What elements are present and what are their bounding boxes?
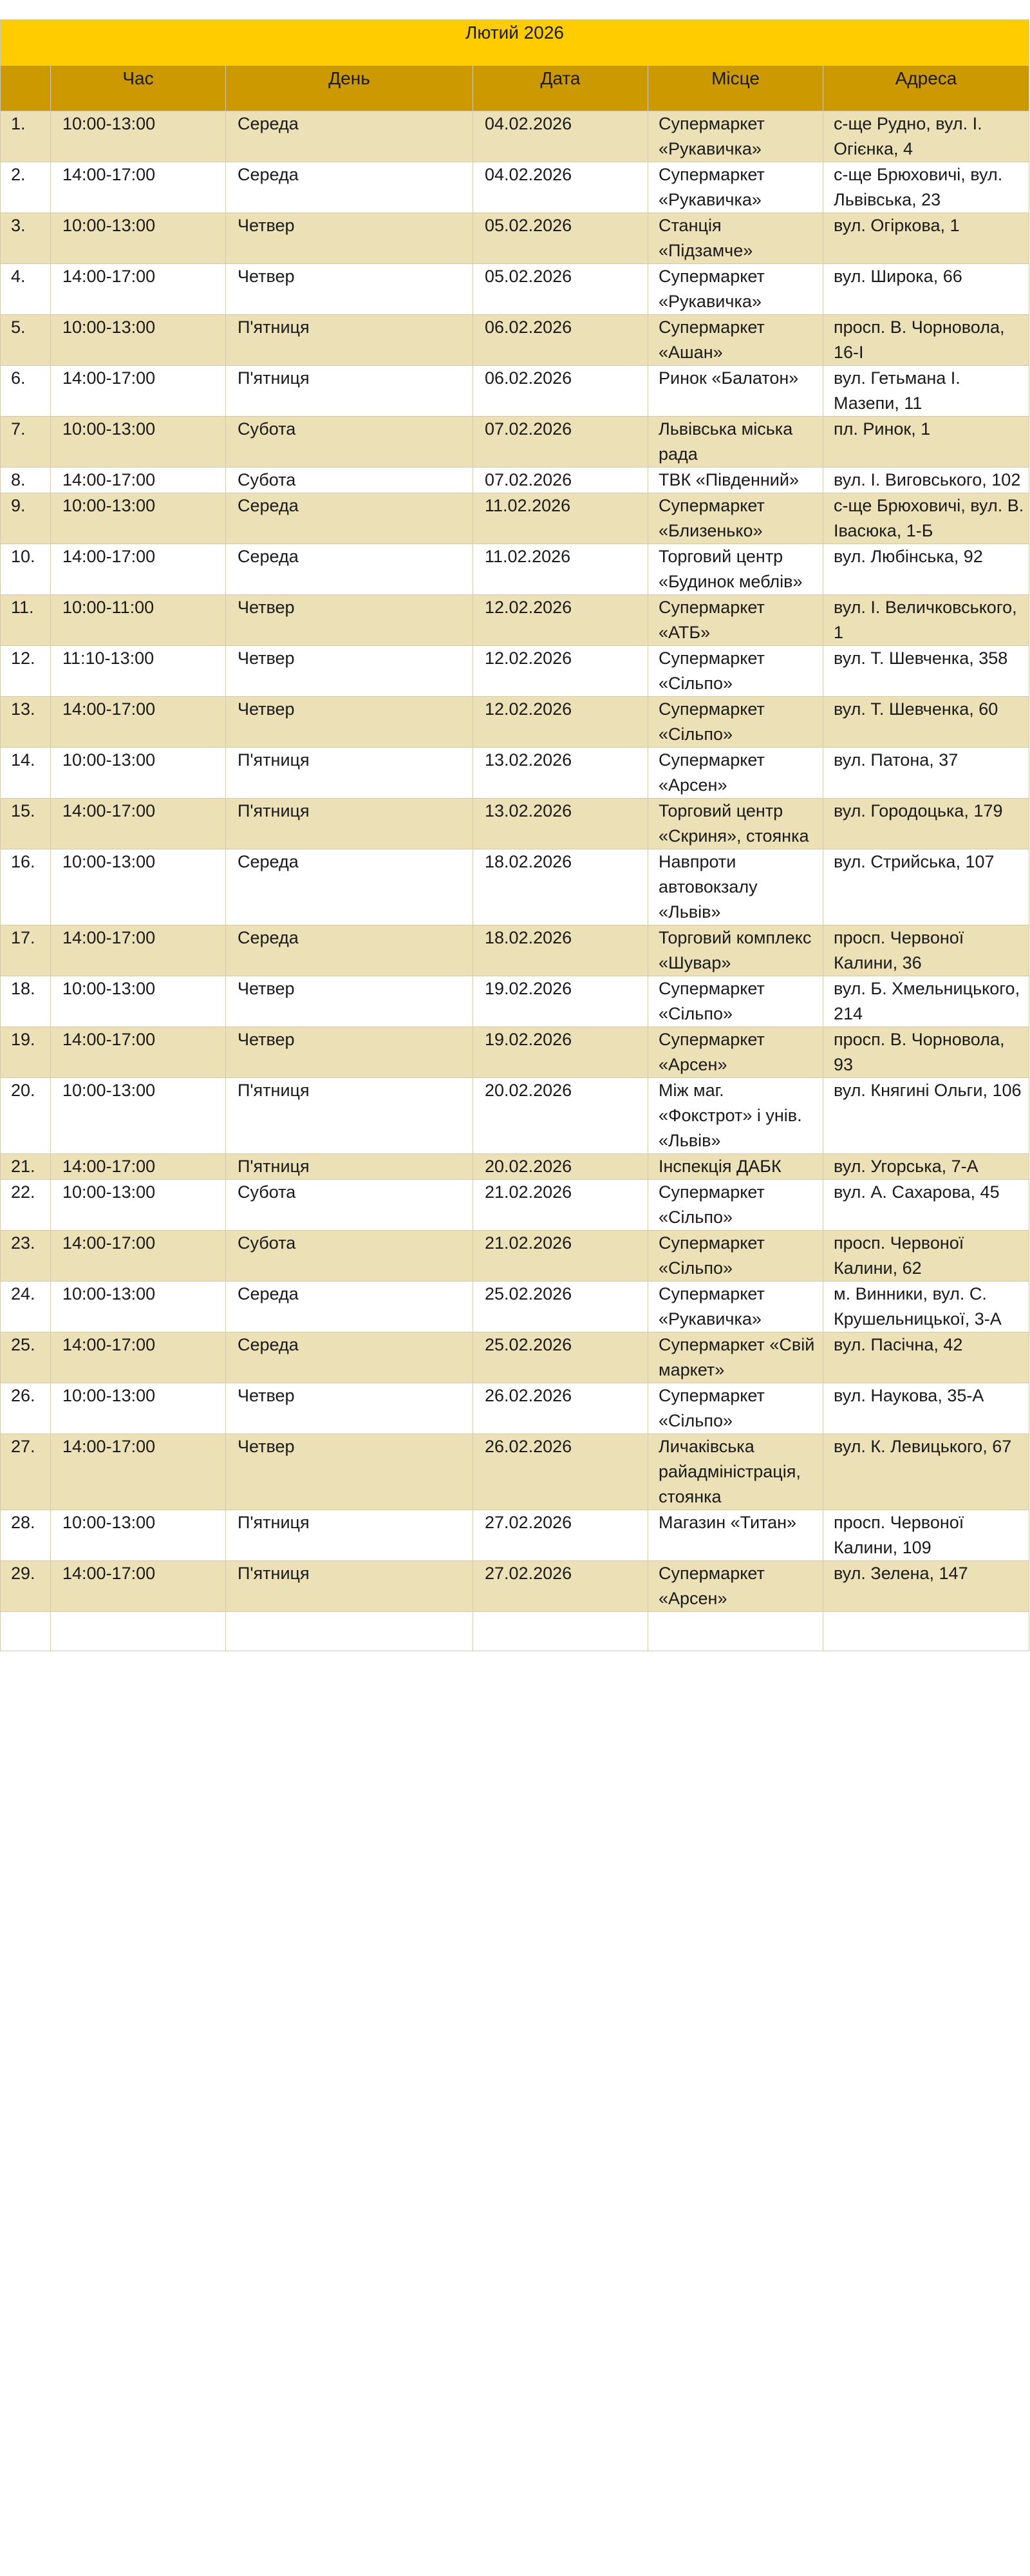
row-day: П'ятниця (226, 1078, 473, 1154)
row-day: Четвер (226, 1383, 473, 1434)
row-day: Четвер (226, 264, 473, 315)
row-day: Середа (226, 1332, 473, 1383)
empty-cell (51, 1612, 226, 1651)
row-number: 28. (1, 1510, 51, 1561)
row-address: вул. К. Левицького, 67 (823, 1434, 1029, 1510)
row-day: Четвер (226, 697, 473, 748)
header-day: День (226, 66, 473, 111)
row-date: 13.02.2026 (473, 748, 648, 799)
table-body (1, 111, 1029, 1651)
row-day: П'ятниця (226, 1510, 473, 1561)
row-day: Середа (226, 111, 473, 162)
row-address: вул. А. Сахарова, 45 (823, 1180, 1029, 1231)
row-address: вул. Пасічна, 42 (823, 1332, 1029, 1383)
row-place: Супермаркет «Ашан» (648, 315, 823, 366)
row-time: 14:00-17:00 (51, 162, 226, 213)
row-address: с-ще Брюховичі, вул. В. Івасюка, 1-Б (823, 493, 1029, 544)
row-number: 22. (1, 1180, 51, 1231)
empty-row (1, 1612, 1029, 1651)
table-row (1, 925, 1029, 976)
row-number: 21. (1, 1154, 51, 1180)
row-number: 18. (1, 976, 51, 1027)
row-time: 14:00-17:00 (51, 468, 226, 493)
row-date: 26.02.2026 (473, 1434, 648, 1510)
table-row (1, 646, 1029, 697)
row-place: Магазин «Титан» (648, 1510, 823, 1561)
row-time: 14:00-17:00 (51, 1434, 226, 1510)
row-date: 18.02.2026 (473, 849, 648, 925)
row-time: 14:00-17:00 (51, 925, 226, 976)
month-title: Лютий 2026 (1, 20, 1029, 66)
table-row (1, 1027, 1029, 1078)
row-day: Четвер (226, 1027, 473, 1078)
row-place: Торговий комплекс «Шувар» (648, 925, 823, 976)
row-time: 14:00-17:00 (51, 1332, 226, 1383)
row-date: 19.02.2026 (473, 976, 648, 1027)
row-address: просп. Червоної Калини, 36 (823, 925, 1029, 976)
row-place: Супермаркет «Свій маркет» (648, 1332, 823, 1383)
row-date: 19.02.2026 (473, 1027, 648, 1078)
row-date: 04.02.2026 (473, 162, 648, 213)
row-day: П'ятниця (226, 1561, 473, 1612)
table-row (1, 1332, 1029, 1383)
row-date: 20.02.2026 (473, 1154, 648, 1180)
row-number: 23. (1, 1231, 51, 1282)
row-time: 10:00-13:00 (51, 417, 226, 468)
row-number: 20. (1, 1078, 51, 1154)
table-row (1, 264, 1029, 315)
row-place: Торговий центр «Будинок меблів» (648, 544, 823, 595)
row-day: Середа (226, 925, 473, 976)
row-number: 24. (1, 1282, 51, 1332)
empty-cell (1, 1612, 51, 1651)
row-day: Четвер (226, 1434, 473, 1510)
row-address: вул. Б. Хмельницького, 214 (823, 976, 1029, 1027)
row-address: с-ще Брюховичі, вул. Львівська, 23 (823, 162, 1029, 213)
row-number: 4. (1, 264, 51, 315)
row-number: 7. (1, 417, 51, 468)
row-number: 5. (1, 315, 51, 366)
row-time: 14:00-17:00 (51, 544, 226, 595)
row-address: вул. Любінська, 92 (823, 544, 1029, 595)
empty-cell (823, 1612, 1029, 1651)
row-place: Супермаркет «Сільпо» (648, 1180, 823, 1231)
row-address: м. Винники, вул. С. Крушельницької, 3-А (823, 1282, 1029, 1332)
row-number: 10. (1, 544, 51, 595)
row-date: 06.02.2026 (473, 366, 648, 417)
row-time: 10:00-13:00 (51, 976, 226, 1027)
row-number: 6. (1, 366, 51, 417)
header-place: Місце (648, 66, 823, 111)
row-number: 13. (1, 697, 51, 748)
row-place: Супермаркет «Сільпо» (648, 1383, 823, 1434)
row-date: 07.02.2026 (473, 417, 648, 468)
row-number: 9. (1, 493, 51, 544)
row-time: 14:00-17:00 (51, 264, 226, 315)
row-day: П'ятниця (226, 366, 473, 417)
table-row (1, 1282, 1029, 1332)
row-date: 20.02.2026 (473, 1078, 648, 1154)
row-time: 10:00-13:00 (51, 213, 226, 264)
row-place: Супермаркет «Сільпо» (648, 646, 823, 697)
table-row (1, 1510, 1029, 1561)
row-time: 14:00-17:00 (51, 1027, 226, 1078)
table-row (1, 468, 1029, 493)
row-place: Супермаркет «Арсен» (648, 748, 823, 799)
row-address: вул. І. Виговського, 102 (823, 468, 1029, 493)
row-place: Торговий центр «Скриня», стоянка (648, 799, 823, 849)
title-row (1, 20, 1029, 66)
row-time: 14:00-17:00 (51, 366, 226, 417)
row-address: вул. Т. Шевченка, 60 (823, 697, 1029, 748)
row-time: 14:00-17:00 (51, 799, 226, 849)
row-time: 10:00-13:00 (51, 1078, 226, 1154)
table-row (1, 544, 1029, 595)
row-number: 19. (1, 1027, 51, 1078)
row-address: вул. Патона, 37 (823, 748, 1029, 799)
table-row (1, 315, 1029, 366)
table-row (1, 1180, 1029, 1231)
row-number: 29. (1, 1561, 51, 1612)
empty-cell (648, 1612, 823, 1651)
row-address: вул. Городоцька, 179 (823, 799, 1029, 849)
table-row (1, 1154, 1029, 1180)
table-row (1, 1383, 1029, 1434)
row-place: Ринок «Балатон» (648, 366, 823, 417)
row-time: 10:00-13:00 (51, 748, 226, 799)
row-place: Супермаркет «Рукавичка» (648, 111, 823, 162)
row-address: вул. Огіркова, 1 (823, 213, 1029, 264)
row-date: 27.02.2026 (473, 1561, 648, 1612)
row-place: Супермаркет «Арсен» (648, 1027, 823, 1078)
row-address: вул. Широка, 66 (823, 264, 1029, 315)
row-day: Субота (226, 468, 473, 493)
row-number: 11. (1, 595, 51, 646)
row-date: 11.02.2026 (473, 493, 648, 544)
row-date: 06.02.2026 (473, 315, 648, 366)
row-number: 26. (1, 1383, 51, 1434)
table-row (1, 799, 1029, 849)
row-time: 11:10-13:00 (51, 646, 226, 697)
row-address: просп. В. Чорновола, 93 (823, 1027, 1029, 1078)
row-day: Середа (226, 544, 473, 595)
row-time: 10:00-13:00 (51, 849, 226, 925)
header-time: Час (51, 66, 226, 111)
row-address: вул. Гетьмана І. Мазепи, 11 (823, 366, 1029, 417)
row-number: 14. (1, 748, 51, 799)
row-address: вул. Зелена, 147 (823, 1561, 1029, 1612)
row-time: 10:00-13:00 (51, 315, 226, 366)
row-time: 10:00-13:00 (51, 1180, 226, 1231)
table-row (1, 849, 1029, 925)
header-number (1, 66, 51, 111)
row-place: Супермаркет «Арсен» (648, 1561, 823, 1612)
row-address: вул. Угорська, 7-А (823, 1154, 1029, 1180)
row-place: Личаківська райадміністрація, стоянка (648, 1434, 823, 1510)
row-day: П'ятниця (226, 315, 473, 366)
header-address: Адреса (823, 66, 1029, 111)
row-day: Середа (226, 493, 473, 544)
row-number: 27. (1, 1434, 51, 1510)
table-row (1, 493, 1029, 544)
row-place: Між маг. «Фокстрот» і унів. «Львів» (648, 1078, 823, 1154)
table-row (1, 748, 1029, 799)
row-date: 21.02.2026 (473, 1231, 648, 1282)
row-number: 16. (1, 849, 51, 925)
row-address: вул. Стрийська, 107 (823, 849, 1029, 925)
row-place: Супермаркет «Сільпо» (648, 976, 823, 1027)
row-time: 10:00-13:00 (51, 1383, 226, 1434)
table-row (1, 1231, 1029, 1282)
row-day: Четвер (226, 976, 473, 1027)
row-address: пл. Ринок, 1 (823, 417, 1029, 468)
row-date: 05.02.2026 (473, 264, 648, 315)
row-day: Середа (226, 162, 473, 213)
row-time: 14:00-17:00 (51, 1561, 226, 1612)
row-number: 2. (1, 162, 51, 213)
table-row (1, 417, 1029, 468)
row-day: Четвер (226, 595, 473, 646)
row-date: 07.02.2026 (473, 468, 648, 493)
row-time: 10:00-13:00 (51, 493, 226, 544)
row-day: Субота (226, 1180, 473, 1231)
row-number: 17. (1, 925, 51, 976)
row-day: П'ятниця (226, 799, 473, 849)
row-date: 12.02.2026 (473, 646, 648, 697)
row-address: вул. Наукова, 35-А (823, 1383, 1029, 1434)
row-day: П'ятниця (226, 748, 473, 799)
row-time: 14:00-17:00 (51, 1231, 226, 1282)
row-time: 10:00-13:00 (51, 111, 226, 162)
row-number: 25. (1, 1332, 51, 1383)
row-number: 12. (1, 646, 51, 697)
row-place: Супермаркет «Сільпо» (648, 697, 823, 748)
row-place: ТВК «Південний» (648, 468, 823, 493)
row-date: 13.02.2026 (473, 799, 648, 849)
row-day: Субота (226, 417, 473, 468)
row-date: 12.02.2026 (473, 595, 648, 646)
row-number: 1. (1, 111, 51, 162)
header-row (1, 66, 1029, 111)
row-date: 26.02.2026 (473, 1383, 648, 1434)
empty-cell (226, 1612, 473, 1651)
row-date: 05.02.2026 (473, 213, 648, 264)
row-address: просп. Червоної Калини, 109 (823, 1510, 1029, 1561)
row-address: вул. Княгині Ольги, 106 (823, 1078, 1029, 1154)
table-row (1, 697, 1029, 748)
table-row (1, 213, 1029, 264)
empty-cell (473, 1612, 648, 1651)
table-row (1, 1561, 1029, 1612)
row-time: 14:00-17:00 (51, 1154, 226, 1180)
row-date: 27.02.2026 (473, 1510, 648, 1561)
row-date: 18.02.2026 (473, 925, 648, 976)
row-day: Четвер (226, 213, 473, 264)
row-time: 10:00-11:00 (51, 595, 226, 646)
row-place: Супермаркет «Рукавичка» (648, 264, 823, 315)
row-place: Супермаркет «АТБ» (648, 595, 823, 646)
row-number: 8. (1, 468, 51, 493)
row-place: Супермаркет «Рукавичка» (648, 162, 823, 213)
row-place: Супермаркет «Близенько» (648, 493, 823, 544)
table-row (1, 1434, 1029, 1510)
row-day: Середа (226, 1282, 473, 1332)
row-place: Навпроти автовокзалу «Львів» (648, 849, 823, 925)
row-address: с-ще Рудно, вул. І. Огієнка, 4 (823, 111, 1029, 162)
row-date: 11.02.2026 (473, 544, 648, 595)
row-time: 14:00-17:00 (51, 697, 226, 748)
row-number: 15. (1, 799, 51, 849)
table-row (1, 366, 1029, 417)
row-day: Середа (226, 849, 473, 925)
row-place: Супермаркет «Рукавичка» (648, 1282, 823, 1332)
row-time: 10:00-13:00 (51, 1510, 226, 1561)
row-address: просп. В. Чорновола, 16-І (823, 315, 1029, 366)
row-date: 21.02.2026 (473, 1180, 648, 1231)
row-place: Супермаркет «Сільпо» (648, 1231, 823, 1282)
row-number: 3. (1, 213, 51, 264)
row-address: вул. І. Величковського, 1 (823, 595, 1029, 646)
row-day: Четвер (226, 646, 473, 697)
row-address: просп. Червоної Калини, 62 (823, 1231, 1029, 1282)
row-date: 04.02.2026 (473, 111, 648, 162)
row-date: 25.02.2026 (473, 1282, 648, 1332)
row-time: 10:00-13:00 (51, 1282, 226, 1332)
table-row (1, 1078, 1029, 1154)
row-date: 12.02.2026 (473, 697, 648, 748)
table-row (1, 162, 1029, 213)
row-date: 25.02.2026 (473, 1332, 648, 1383)
table-row (1, 976, 1029, 1027)
row-place: Львівська міська рада (648, 417, 823, 468)
table-row (1, 595, 1029, 646)
header-date: Дата (473, 66, 648, 111)
schedule-table (0, 19, 1029, 1651)
row-place: Інспекція ДАБК (648, 1154, 823, 1180)
row-place: Станція «Підзамче» (648, 213, 823, 264)
row-day: Субота (226, 1231, 473, 1282)
table-row (1, 111, 1029, 162)
row-address: вул. Т. Шевченка, 358 (823, 646, 1029, 697)
row-day: П'ятниця (226, 1154, 473, 1180)
